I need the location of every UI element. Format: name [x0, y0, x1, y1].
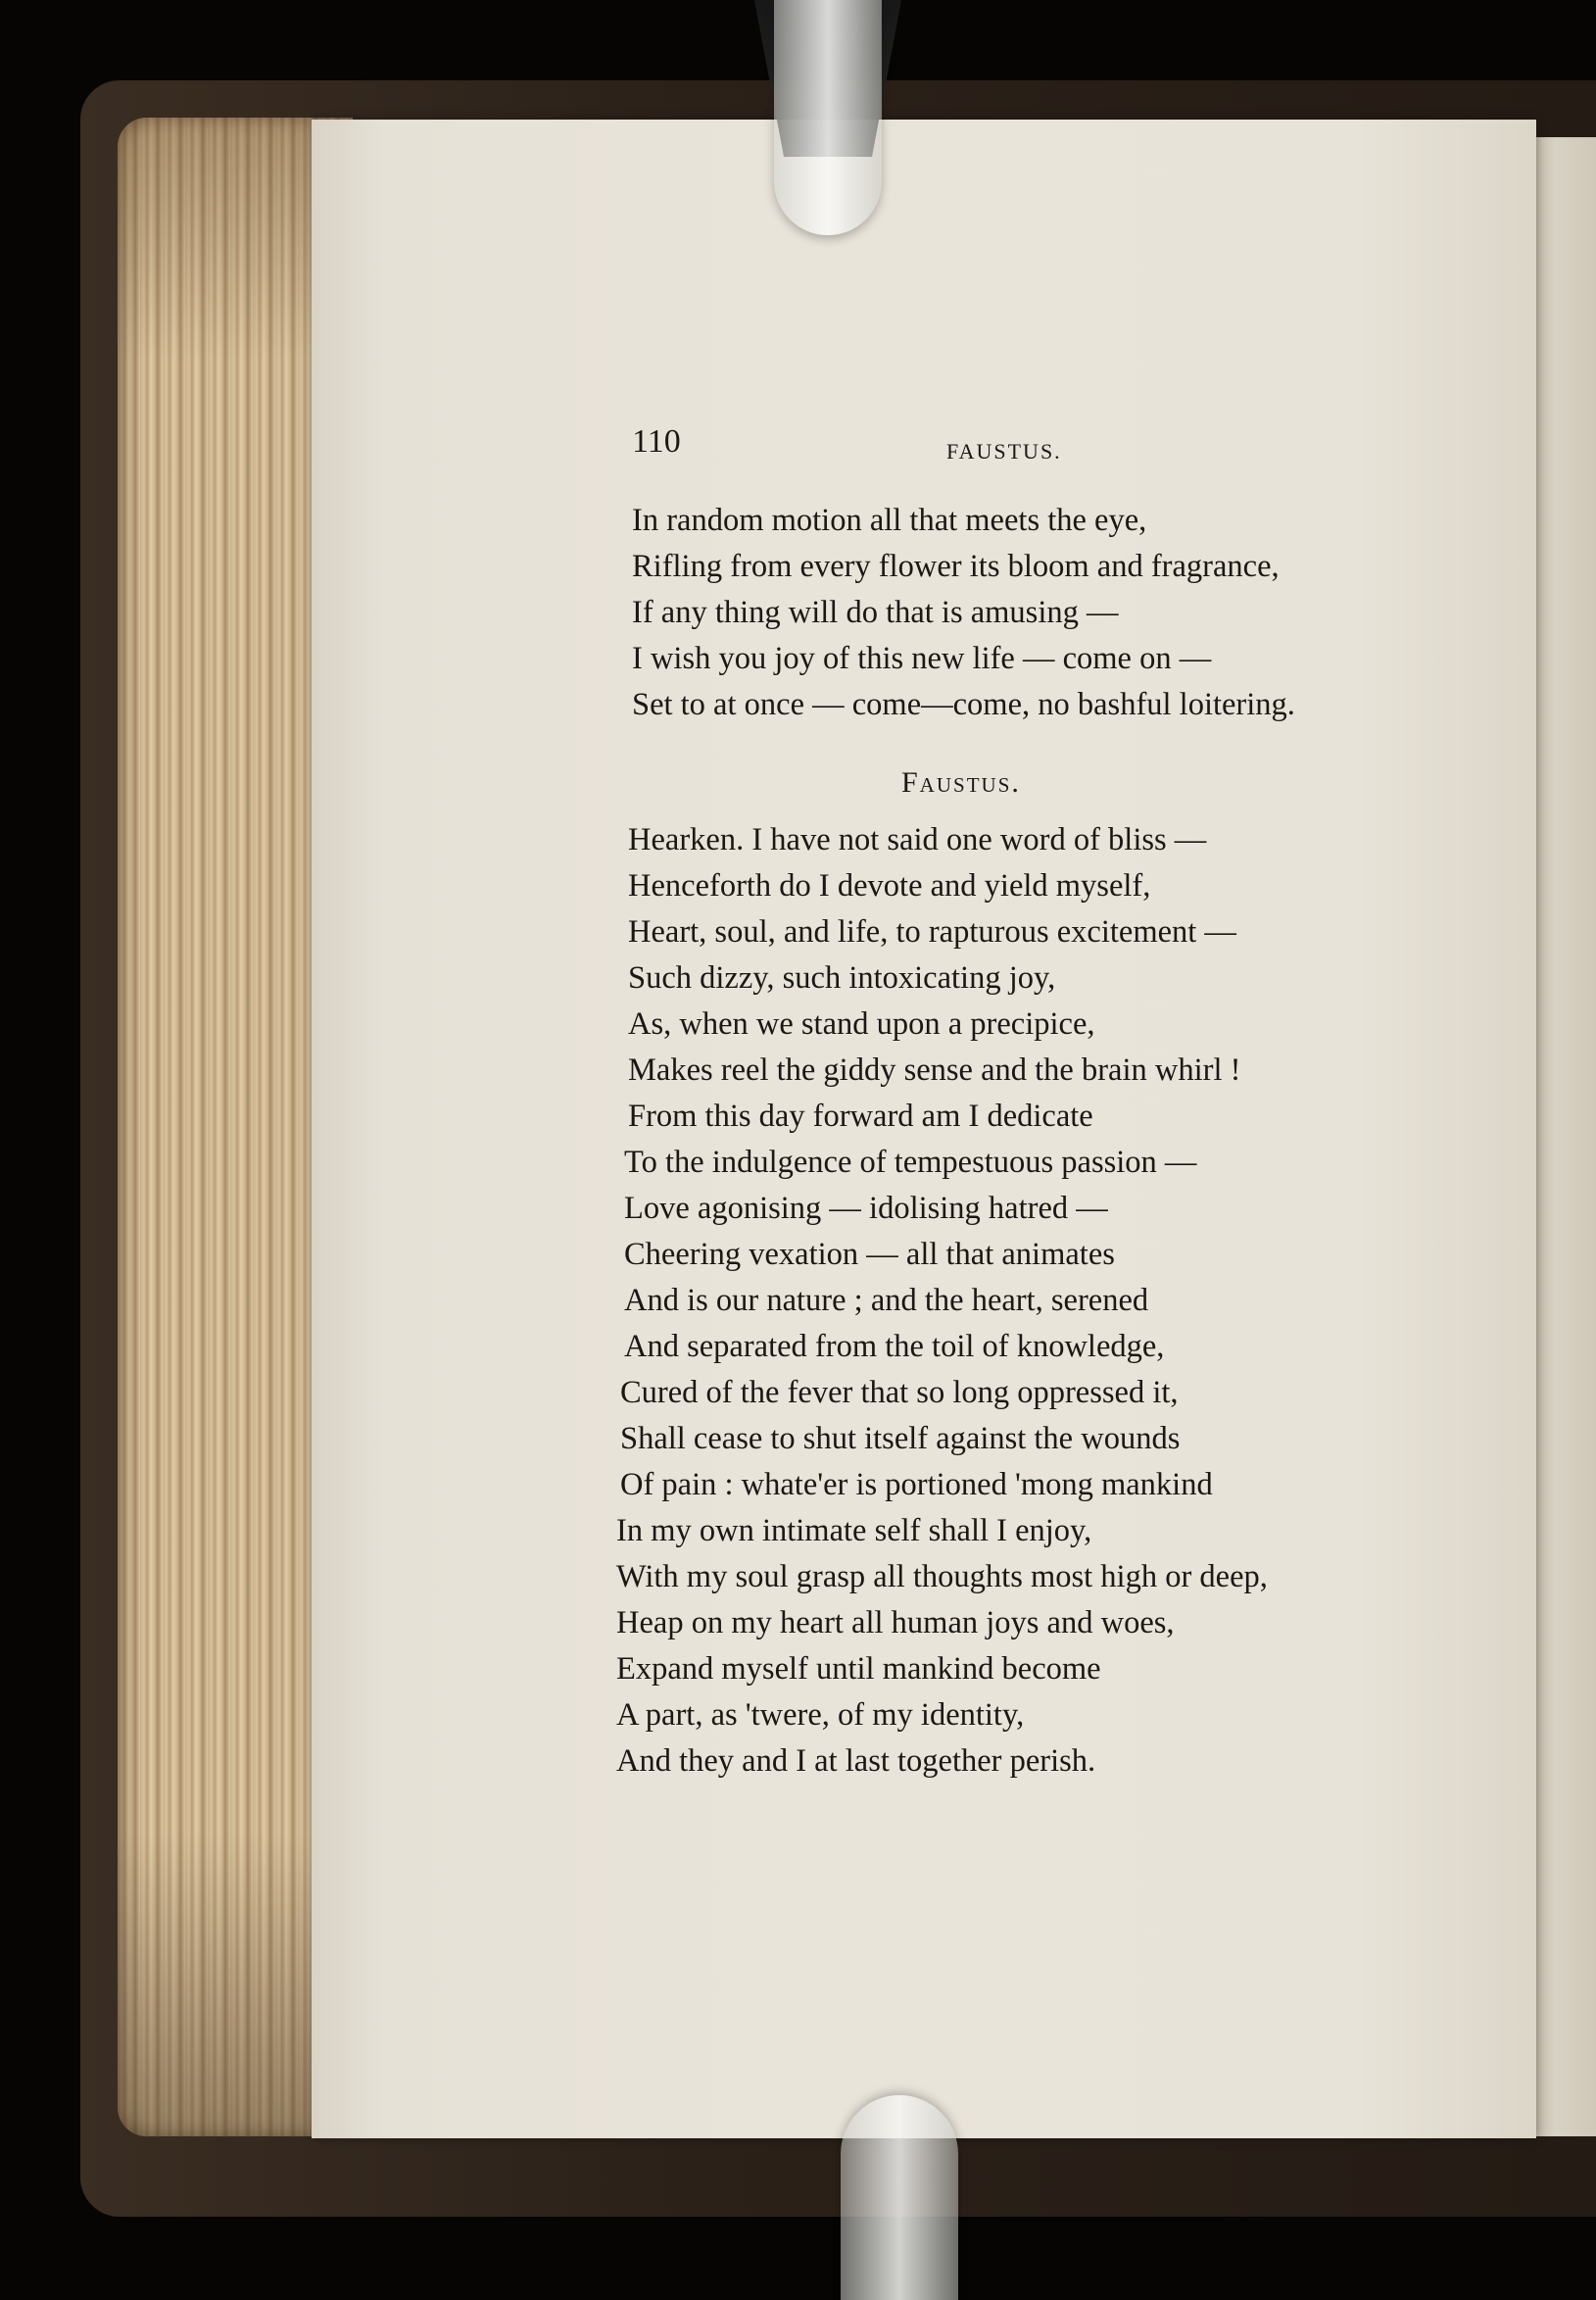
verse-line: Makes reel the giddy sense and the brain whirl !	[628, 1052, 1241, 1088]
verse-passage-1	[632, 498, 1295, 728]
speaker-name: Faustus.	[901, 766, 1021, 799]
verse-line: To the indulgence of tempestuous passion —	[624, 1145, 1197, 1180]
verse-line: Expand myself until mankind become	[616, 1651, 1101, 1687]
verse-line: Shall cease to shut itself against the wounds	[620, 1421, 1181, 1456]
verse-line: In my own intimate self shall I enjoy,	[616, 1513, 1092, 1548]
verse-line: Such dizzy, such intoxicating joy,	[628, 960, 1056, 996]
page-holder-bottom	[841, 2095, 958, 2300]
verse-line: And separated from the toil of knowledge,	[624, 1329, 1165, 1364]
verse-line: Love agonising — idolising hatred —	[624, 1191, 1108, 1226]
running-head: FAUSTUS.	[946, 439, 1062, 464]
verse-line: Cheering vexation — all that animates	[624, 1237, 1115, 1272]
verse-line: As, when we stand upon a precipice,	[628, 1006, 1095, 1042]
verse-line: With my soul grasp all thoughts most high or deep,	[616, 1559, 1268, 1594]
verse-line: In random motion all that meets the eye,	[632, 503, 1147, 538]
verse-line: Henceforth do I devote and yield myself,	[628, 868, 1151, 904]
verse-line: I wish you joy of this new life — come on —	[632, 641, 1212, 676]
verse-line: From this day forward am I dedicate	[628, 1099, 1093, 1134]
page-number: 110	[632, 423, 681, 460]
verse-line: A part, as 'twere, of my identity,	[616, 1697, 1025, 1733]
verse-line: Heart, soul, and life, to rapturous excitement —	[628, 914, 1236, 950]
verse-line: Rifling from every flower its bloom and fragrance,	[632, 549, 1280, 584]
verse-line: Of pain : whate'er is portioned 'mong mankind	[620, 1467, 1213, 1502]
verse-line: Heap on my heart all human joys and woes,	[616, 1605, 1175, 1640]
verse-passage-2	[616, 817, 1268, 1785]
verse-line: And they and I at last together perish.	[616, 1743, 1096, 1779]
verse-line: Set to at once — come—come, no bashful loitering.	[632, 687, 1295, 722]
verse-line: Cured of the fever that so long oppressed it,	[620, 1375, 1179, 1410]
verse-line: If any thing will do that is amusing —	[632, 595, 1119, 630]
verse-line: Hearken. I have not said one word of bliss —	[628, 822, 1207, 857]
verse-line: And is our nature ; and the heart, serened	[624, 1283, 1149, 1318]
facing-page-edge	[1528, 137, 1596, 2136]
page-holder-top	[774, 0, 882, 235]
